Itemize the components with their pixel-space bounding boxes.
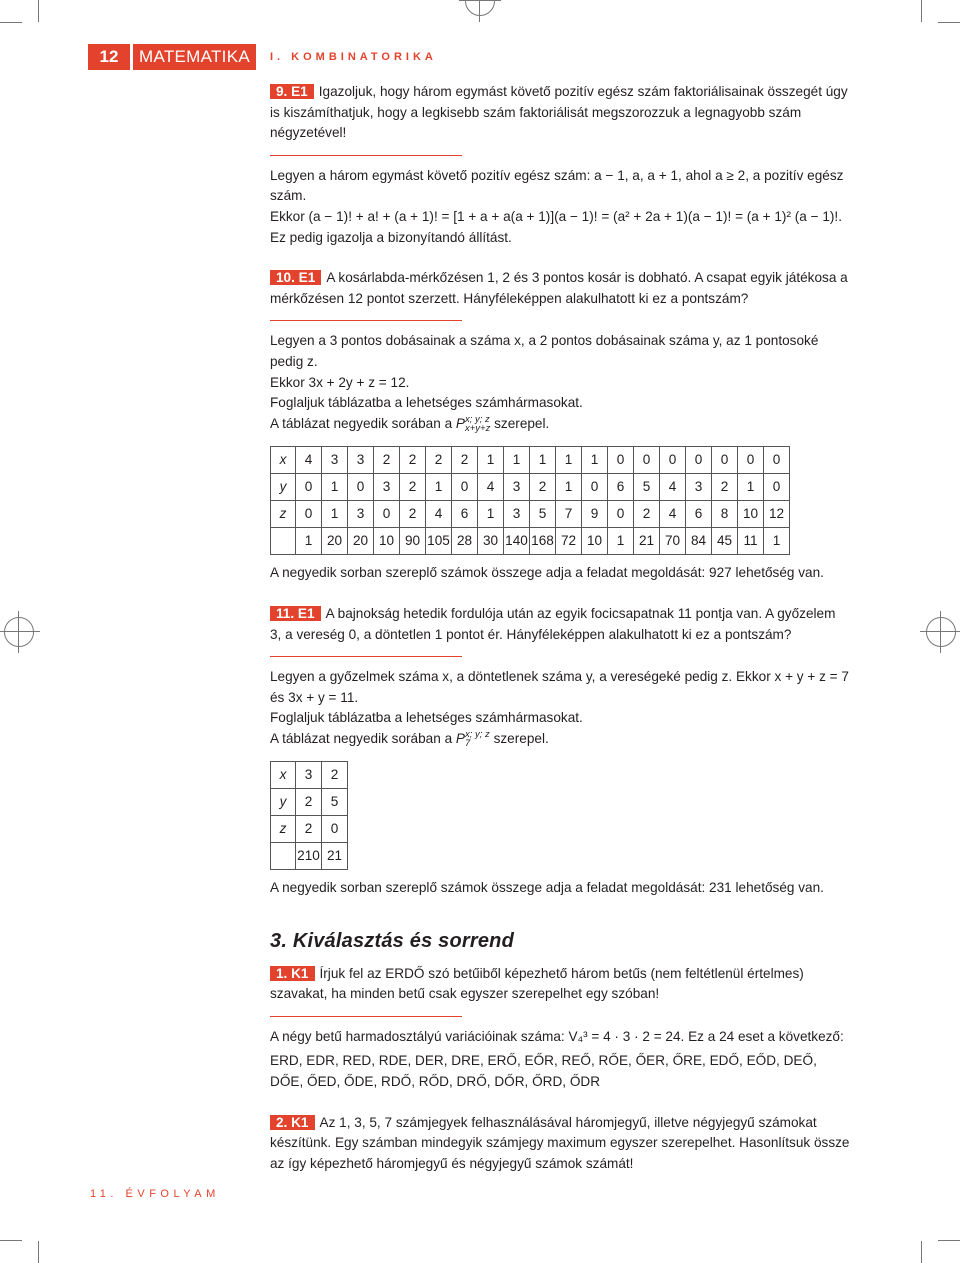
solution-conclusion: A negyedik sorban szereplő számok összege adja a feladat megoldását: 927 lehetőség van. — [270, 565, 824, 581]
table-cell: 3 — [348, 447, 374, 474]
table-cell: 140 — [504, 528, 530, 555]
table-cell: 3 — [374, 474, 400, 501]
table-cell: 0 — [686, 447, 712, 474]
table-cell: 30 — [478, 528, 504, 555]
task-badge: 9. E1 — [270, 84, 314, 99]
table-cell: 168 — [530, 528, 556, 555]
table-cell: 1 — [738, 474, 764, 501]
table-row — [271, 474, 790, 501]
table-cell: 1 — [322, 474, 348, 501]
table-cell: 5 — [634, 474, 660, 501]
solution-conclusion: A negyedik sorban szereplő számok összege adja a feladat megoldását: 231 lehetőség van. — [270, 880, 824, 896]
table-cell: 8 — [712, 501, 738, 528]
table-cell: 0 — [764, 474, 790, 501]
solution-line: A táblázat negyedik sorában a P x; y; z x+y+z szerepel. — [270, 414, 550, 435]
table-cell: 0 — [608, 501, 634, 528]
crop-mark — [38, 1241, 39, 1263]
table-row-header: x — [271, 447, 296, 474]
task-text: Írjuk fel az ERDŐ szó betűiből képezhető három betűs (nem feltétlenül értelmes) szavakat, ha minden betű csak egyszer szerepelhet egy szóban! — [270, 965, 804, 1002]
table-cell: 4 — [296, 447, 322, 474]
table-row — [271, 528, 790, 555]
table-cell: 70 — [660, 528, 686, 555]
table-cell: 1 — [478, 501, 504, 528]
table-row-header: y — [271, 789, 296, 816]
task-10-statement — [270, 268, 850, 309]
task-badge: 2. K1 — [270, 1115, 315, 1130]
solution-line: Ez pedig igazolja a bizonyítandó állítást. — [270, 229, 512, 245]
table-cell: 21 — [322, 843, 348, 870]
table-cell: 6 — [452, 501, 478, 528]
section-title: 3. Kiválasztás és sorrend — [270, 930, 515, 953]
registration-mark-icon — [465, 0, 495, 16]
table-cell: 2 — [634, 501, 660, 528]
table-cell: 0 — [374, 501, 400, 528]
permutation-symbol: P — [455, 730, 465, 746]
table-row — [271, 843, 348, 870]
solution-line: Foglaljuk táblázatba a lehetséges számhármasokat. — [270, 710, 583, 726]
table-cell: 28 — [452, 528, 478, 555]
footer-grade: 11. ÉVFOLYAM — [90, 1188, 220, 1200]
table-cell: 84 — [686, 528, 712, 555]
table-row-header: z — [271, 501, 296, 528]
table-cell: 7 — [556, 501, 582, 528]
permutation-subscript: 7 — [465, 738, 471, 750]
table-cell: 6 — [686, 501, 712, 528]
solution-line: Legyen a 3 pontos dobásainak a száma x, a 2 pontos dobásainak száma y, az 1 pontosoké pedig z. — [270, 333, 819, 369]
table-cell: 0 — [712, 447, 738, 474]
solution-line: A táblázat negyedik sorában a P x; y; z 7 szerepel. — [270, 729, 549, 750]
task-9-statement — [270, 82, 850, 144]
task-badge: 11. E1 — [270, 606, 321, 621]
table-cell: 4 — [660, 474, 686, 501]
task-text: Igazoljuk, hogy három egymást követő pozitív egész szám faktoriálisainak összegét úgy is kiszámíthatjuk, hogy a legkisebb szám faktoriálisát megszorozzuk a legnagyobb szám négyzetével! — [270, 84, 848, 141]
crop-mark — [0, 1240, 22, 1241]
crop-mark — [938, 1240, 960, 1241]
table-cell: 2 — [296, 816, 322, 843]
table-cell: 2 — [530, 474, 556, 501]
table-cell: 1 — [582, 447, 608, 474]
table-cell: 1 — [556, 447, 582, 474]
solution-line: Ekkor (a − 1)! + a! + (a + 1)! = [1 + a + a(a + 1)](a − 1)! = (a² + 2a + 1)(a − 1)! = (a + 1)² (a − 1)!. — [270, 208, 842, 224]
table-cell: 3 — [348, 501, 374, 528]
task-1-statement — [270, 964, 850, 1005]
table-cell: 2 — [296, 789, 322, 816]
table-cell: 5 — [530, 501, 556, 528]
table-cell: 1 — [764, 528, 790, 555]
table-cell: 0 — [452, 474, 478, 501]
table-cell: 0 — [296, 501, 322, 528]
table-cell: 2 — [322, 762, 348, 789]
table-cell: 1 — [426, 474, 452, 501]
table-cell: 10 — [374, 528, 400, 555]
table-cell: 2 — [452, 447, 478, 474]
table-cell: 0 — [582, 474, 608, 501]
table-cell: 1 — [556, 474, 582, 501]
solution-line: A négy betű harmadosztályú variációinak száma: V₄³ = 4 · 3 · 2 = 24. Ez a 24 eset a következő: — [270, 1028, 844, 1044]
crop-mark — [921, 1241, 922, 1263]
table-cell: 20 — [322, 528, 348, 555]
table-cell: 4 — [660, 501, 686, 528]
task-11-statement — [270, 604, 850, 645]
table-cell: 4 — [478, 474, 504, 501]
permutation-superscript: x; y; z — [465, 414, 490, 426]
page-content — [270, 82, 850, 1174]
table-cell: 20 — [348, 528, 374, 555]
table-cell: 0 — [764, 447, 790, 474]
table-row-header — [271, 528, 296, 555]
table-row — [271, 501, 790, 528]
table-cell: 11 — [738, 528, 764, 555]
table-cell: 9 — [582, 501, 608, 528]
registration-mark-icon — [926, 617, 956, 647]
table-cell: 1 — [322, 501, 348, 528]
table-cell: 1 — [504, 447, 530, 474]
registration-mark-icon — [4, 617, 34, 647]
solution-divider — [270, 320, 462, 321]
solution-line: Legyen a három egymást követő pozitív egész szám: a − 1, a, a + 1, ahol a ≥ 2, a pozitív egész szám. — [270, 167, 844, 204]
crop-mark — [0, 22, 22, 23]
solution-line: ERD, EDR, RED, RDE, DER, DRE, ERŐ, EŐR, REŐ, RŐE, ŐER, ŐRE, EDŐ, EŐD, DEŐ, DŐE, ŐED, ŐDE, RDŐ, RŐD, DRŐ, DŐR, ŐRD, ŐDR — [270, 1053, 817, 1090]
crop-mark — [921, 0, 922, 22]
table-cell: 2 — [400, 447, 426, 474]
table-cell: 90 — [400, 528, 426, 555]
table-cell: 0 — [348, 474, 374, 501]
subject-label: MATEMATIKA — [133, 44, 256, 70]
table-row — [271, 789, 348, 816]
table-row-header: x — [271, 762, 296, 789]
table-cell: 5 — [322, 789, 348, 816]
table-cell: 3 — [296, 762, 322, 789]
table-cell: 2 — [426, 447, 452, 474]
triples-table-11 — [270, 761, 348, 870]
solution-line: Legyen a győzelmek száma x, a döntetlenek száma y, a vereségeké pedig z. Ekkor x + y + z = 7 és 3x + y = 11. — [270, 669, 849, 705]
solution-divider — [270, 656, 462, 657]
table-cell: 72 — [556, 528, 582, 555]
table-cell: 3 — [504, 501, 530, 528]
table-cell: 2 — [400, 501, 426, 528]
crop-mark — [938, 22, 960, 23]
solution-divider — [270, 1016, 462, 1017]
table-row — [271, 447, 790, 474]
table-cell: 0 — [296, 474, 322, 501]
permutation-symbol: P — [455, 415, 465, 431]
table-cell: 0 — [634, 447, 660, 474]
crop-mark — [38, 0, 39, 22]
permutation-superscript: x; y; z — [465, 729, 490, 741]
table-cell: 2 — [712, 474, 738, 501]
task-text: A kosárlabda-mérkőzésen 1, 2 és 3 pontos kosár is dobható. A csapat egyik játékosa a mérkőzésen 12 pontot szerzett. Hányféleképpen alakulhatott ki ez a pontszám? — [270, 270, 848, 306]
solution-line: Foglaljuk táblázatba a lehetséges számhármasokat. — [270, 395, 583, 411]
task-text: Az 1, 3, 5, 7 számjegyek felhasználásával háromjegyű, illetve négyjegyű számokat készítünk. Egy számban mindegyik számjegy maximum egyszer szerepelhet. Hasonlítsuk össze az így képezhető háromjegyű és négyjegyű számok számát! — [270, 1114, 850, 1171]
page-number: 12 — [88, 44, 130, 70]
triples-table-10 — [270, 446, 790, 555]
table-cell: 45 — [712, 528, 738, 555]
task-text: A bajnokság hetedik fordulója után az egyik focicsapatnak 11 pontja van. A győzelem 3, a vereség 0, a döntetlen 1 pontot ér. Hányféleképpen alakulhatott ki ez a pontszám? — [270, 605, 836, 642]
table-row-header: z — [271, 816, 296, 843]
table-row-header: y — [271, 474, 296, 501]
table-cell: 6 — [608, 474, 634, 501]
table-cell: 0 — [738, 447, 764, 474]
table-cell: 0 — [660, 447, 686, 474]
table-cell: 210 — [296, 843, 322, 870]
table-row-header — [271, 843, 296, 870]
table-cell: 3 — [686, 474, 712, 501]
table-cell: 10 — [738, 501, 764, 528]
table-cell: 21 — [634, 528, 660, 555]
table-cell: 1 — [530, 447, 556, 474]
solution-divider — [270, 155, 462, 156]
table-row — [271, 816, 348, 843]
table-cell: 2 — [374, 447, 400, 474]
task-badge: 10. E1 — [270, 270, 321, 285]
table-cell: 4 — [426, 501, 452, 528]
table-cell: 10 — [582, 528, 608, 555]
table-cell: 3 — [504, 474, 530, 501]
table-cell: 1 — [296, 528, 322, 555]
table-cell: 0 — [322, 816, 348, 843]
table-row — [271, 762, 348, 789]
table-cell: 3 — [322, 447, 348, 474]
table-cell: 1 — [608, 528, 634, 555]
solution-line: Ekkor 3x + 2y + z = 12. — [270, 374, 410, 390]
table-cell: 1 — [478, 447, 504, 474]
page-header — [88, 44, 437, 70]
table-cell: 2 — [400, 474, 426, 501]
table-cell: 12 — [764, 501, 790, 528]
task-2-statement — [270, 1113, 850, 1175]
table-cell: 105 — [426, 528, 452, 555]
chapter-label: I. KOMBINATORIKA — [270, 51, 437, 63]
table-cell: 0 — [608, 447, 634, 474]
task-badge: 1. K1 — [270, 966, 315, 981]
permutation-subscript: x+y+z — [465, 423, 491, 435]
